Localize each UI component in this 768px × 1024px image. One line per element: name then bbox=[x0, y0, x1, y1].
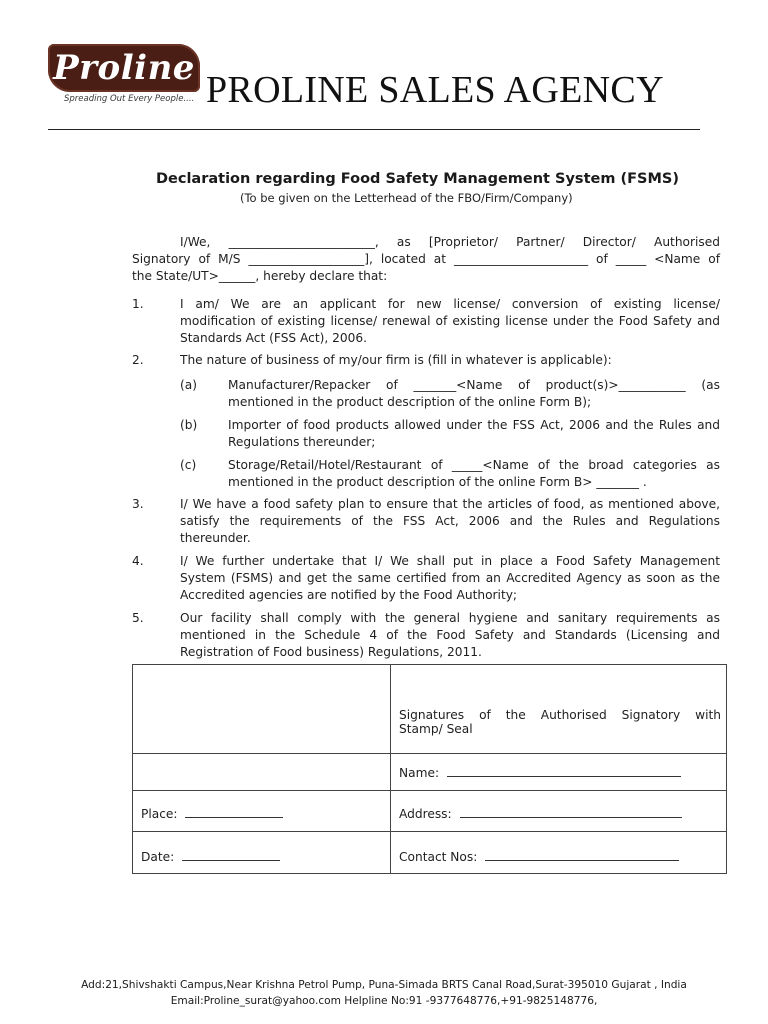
sub-item-line: Regulations thereunder; bbox=[228, 435, 376, 449]
document-title: Declaration regarding Food Safety Management System (FSMS) bbox=[156, 171, 679, 187]
intro-line: Signatory of M/S ___________________], located at ______________________ of _____ <Name of bbox=[132, 252, 720, 266]
place-field[interactable] bbox=[141, 805, 283, 821]
intro-line: I/We, ________________________, as [Proprietor/ Partner/ Director/ Authorised bbox=[180, 235, 720, 249]
item-line: I/ We further undertake that I/ We shall put in place a Food Safety Management bbox=[180, 554, 720, 568]
item-line: System (FSMS) and get the same certified from an Accredited Agency as soon as the bbox=[180, 571, 720, 585]
item-line: thereunder. bbox=[180, 531, 251, 545]
item-line: Standards Act (FSS Act), 2006. bbox=[180, 331, 368, 345]
place-blank[interactable] bbox=[185, 805, 283, 818]
item-line: Accredited agencies are notified by the Food Authority; bbox=[180, 588, 518, 602]
signature-table bbox=[132, 664, 727, 874]
document-subtitle: (To be given on the Letterhead of the FBO/Firm/Company) bbox=[240, 191, 573, 205]
item-line: satisfy the requirements of the FSS Act, 2006 and the Rules and Regulations bbox=[180, 514, 720, 528]
name-label: Name: bbox=[399, 766, 440, 780]
sub-item-line: Importer of food products allowed under the FSS Act, 2006 and the Rules and bbox=[228, 418, 720, 432]
item-number: 5. bbox=[132, 611, 144, 625]
item-line: The nature of business of my/our firm is (fill in whatever is applicable): bbox=[180, 353, 612, 367]
sub-item-line: Manufacturer/Repacker of _______<Name of product(s)>___________ (as bbox=[228, 378, 720, 392]
item-line: Our facility shall comply with the general hygiene and sanitary requirements as bbox=[180, 611, 720, 625]
sub-item-line: mentioned in the product description of the online Form B> _______ . bbox=[228, 475, 647, 489]
date-label: Date: bbox=[141, 850, 175, 864]
contact-label: Contact Nos: bbox=[399, 850, 478, 864]
item-number: 4. bbox=[132, 554, 144, 568]
item-line: Registration of Food business) Regulations, 2011. bbox=[180, 645, 482, 659]
logo-brand-text: Proline bbox=[53, 48, 195, 88]
sub-item-label: (c) bbox=[180, 458, 197, 472]
item-line: modification of existing license/ renewal of existing license under the Food Safety and bbox=[180, 314, 720, 328]
logo-tagline: Spreading Out Every People.... bbox=[64, 94, 195, 104]
item-line: I am/ We are an applicant for new license/ conversion of existing license/ bbox=[180, 297, 720, 311]
contact-field[interactable] bbox=[399, 848, 679, 864]
name-blank[interactable] bbox=[447, 764, 681, 777]
item-number: 3. bbox=[132, 497, 144, 511]
table-column-divider bbox=[390, 665, 391, 873]
signature-caption: Signatures of the Authorised Signatory with bbox=[399, 708, 721, 722]
footer-address: Add:21,Shivshakti Campus,Near Krishna Petrol Pump, Puna-Simada BRTS Canal Road,Surat-395010 Gujarat , India bbox=[81, 979, 687, 991]
name-field[interactable] bbox=[399, 764, 681, 780]
sub-item-line: Storage/Retail/Hotel/Restaurant of _____<Name of the broad categories as bbox=[228, 458, 720, 472]
sub-item-label: (b) bbox=[180, 418, 198, 432]
address-label: Address: bbox=[399, 807, 452, 821]
sub-item-label: (a) bbox=[180, 378, 197, 392]
place-label: Place: bbox=[141, 807, 178, 821]
signature-caption: Stamp/ Seal bbox=[399, 722, 473, 736]
item-line: mentioned in the Schedule 4 of the Food Safety and Standards (Licensing and bbox=[180, 628, 720, 642]
table-row-divider bbox=[133, 790, 726, 791]
address-field[interactable] bbox=[399, 805, 682, 821]
date-blank[interactable] bbox=[182, 848, 280, 861]
footer-contact: Email:Proline_surat@yahoo.com Helpline No:91 -9377648776,+91-9825148776, bbox=[170, 995, 598, 1007]
header-divider bbox=[48, 129, 700, 130]
company-logo bbox=[48, 44, 200, 110]
item-number: 1. bbox=[132, 297, 144, 311]
item-line: I/ We have a food safety plan to ensure that the articles of food, as mentioned above, bbox=[180, 497, 720, 511]
contact-blank[interactable] bbox=[485, 848, 679, 861]
table-row-divider bbox=[133, 753, 726, 754]
table-row-divider bbox=[133, 831, 726, 832]
sub-item-line: mentioned in the product description of the online Form B); bbox=[228, 395, 592, 409]
item-number: 2. bbox=[132, 353, 144, 367]
intro-line: the State/UT>______, hereby declare that: bbox=[132, 269, 388, 283]
address-blank[interactable] bbox=[460, 805, 682, 818]
date-field[interactable] bbox=[141, 848, 280, 864]
company-name: PROLINE SALES AGENCY bbox=[206, 69, 664, 111]
